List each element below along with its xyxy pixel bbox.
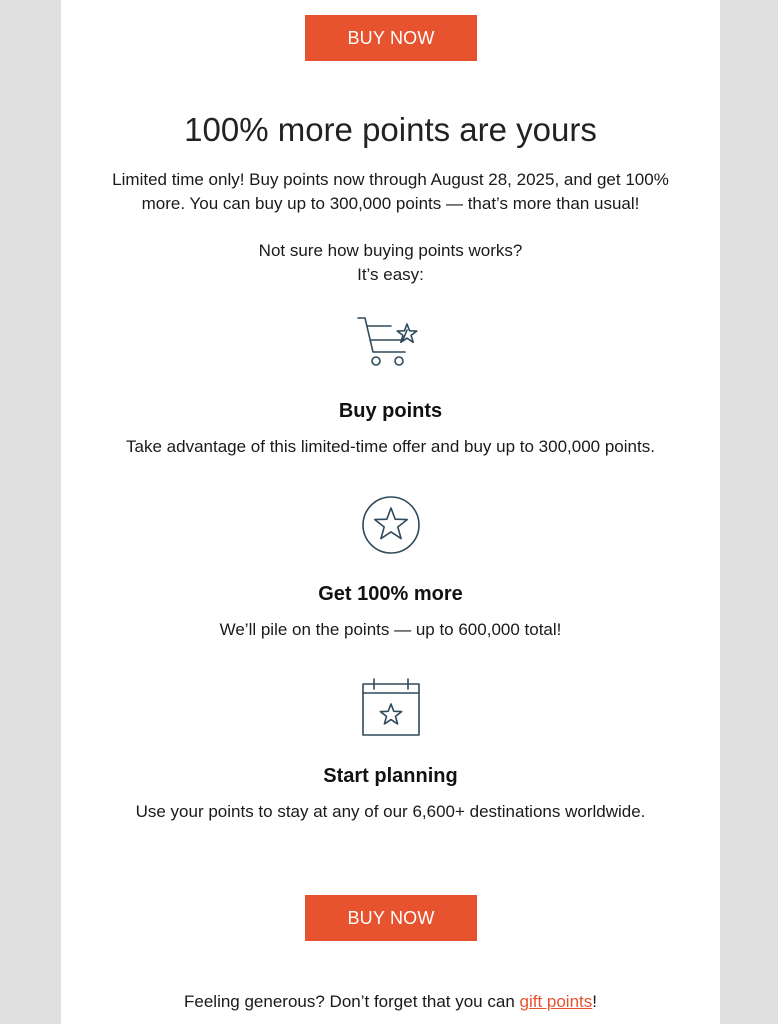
cart-star-icon	[357, 312, 423, 370]
gift-points-link[interactable]: gift points	[519, 992, 593, 1011]
star-circle-icon	[360, 494, 422, 556]
buy-now-button-bottom[interactable]: BUY NOW	[305, 895, 477, 941]
step-title-get-more: Get 100% more	[318, 583, 463, 605]
footer-text-before: Feeling generous? Don’t forget that you can	[184, 992, 520, 1011]
how-it-works-answer: It’s easy:	[357, 265, 424, 284]
how-it-works-text	[91, 239, 690, 287]
step-desc-get-more: We’ll pile on the points — up to 600,000 total!	[219, 620, 562, 639]
footer-gift-text	[61, 990, 720, 1014]
how-it-works-question: Not sure how buying points works?	[258, 241, 523, 260]
intro-text: Limited time only! Buy points now through August 28, 2025, and get 100% more. You can buy up to 300,000 points — that’s more than usual!	[112, 170, 669, 213]
headline: 100% more points are yours	[184, 111, 597, 148]
email-body	[61, 0, 720, 1024]
calendar-star-icon	[359, 677, 423, 739]
step-desc-start-planning: Use your points to stay at any of our 6,600+ destinations worldwide.	[135, 802, 646, 821]
step-desc-buy-points: Take advantage of this limited-time offer and buy up to 300,000 points.	[126, 437, 655, 456]
footer-text-after: !	[592, 992, 597, 1011]
step-title-buy-points: Buy points	[338, 400, 443, 422]
buy-now-button-top[interactable]: BUY NOW	[305, 15, 477, 61]
step-title-start-planning: Start planning	[323, 765, 458, 787]
